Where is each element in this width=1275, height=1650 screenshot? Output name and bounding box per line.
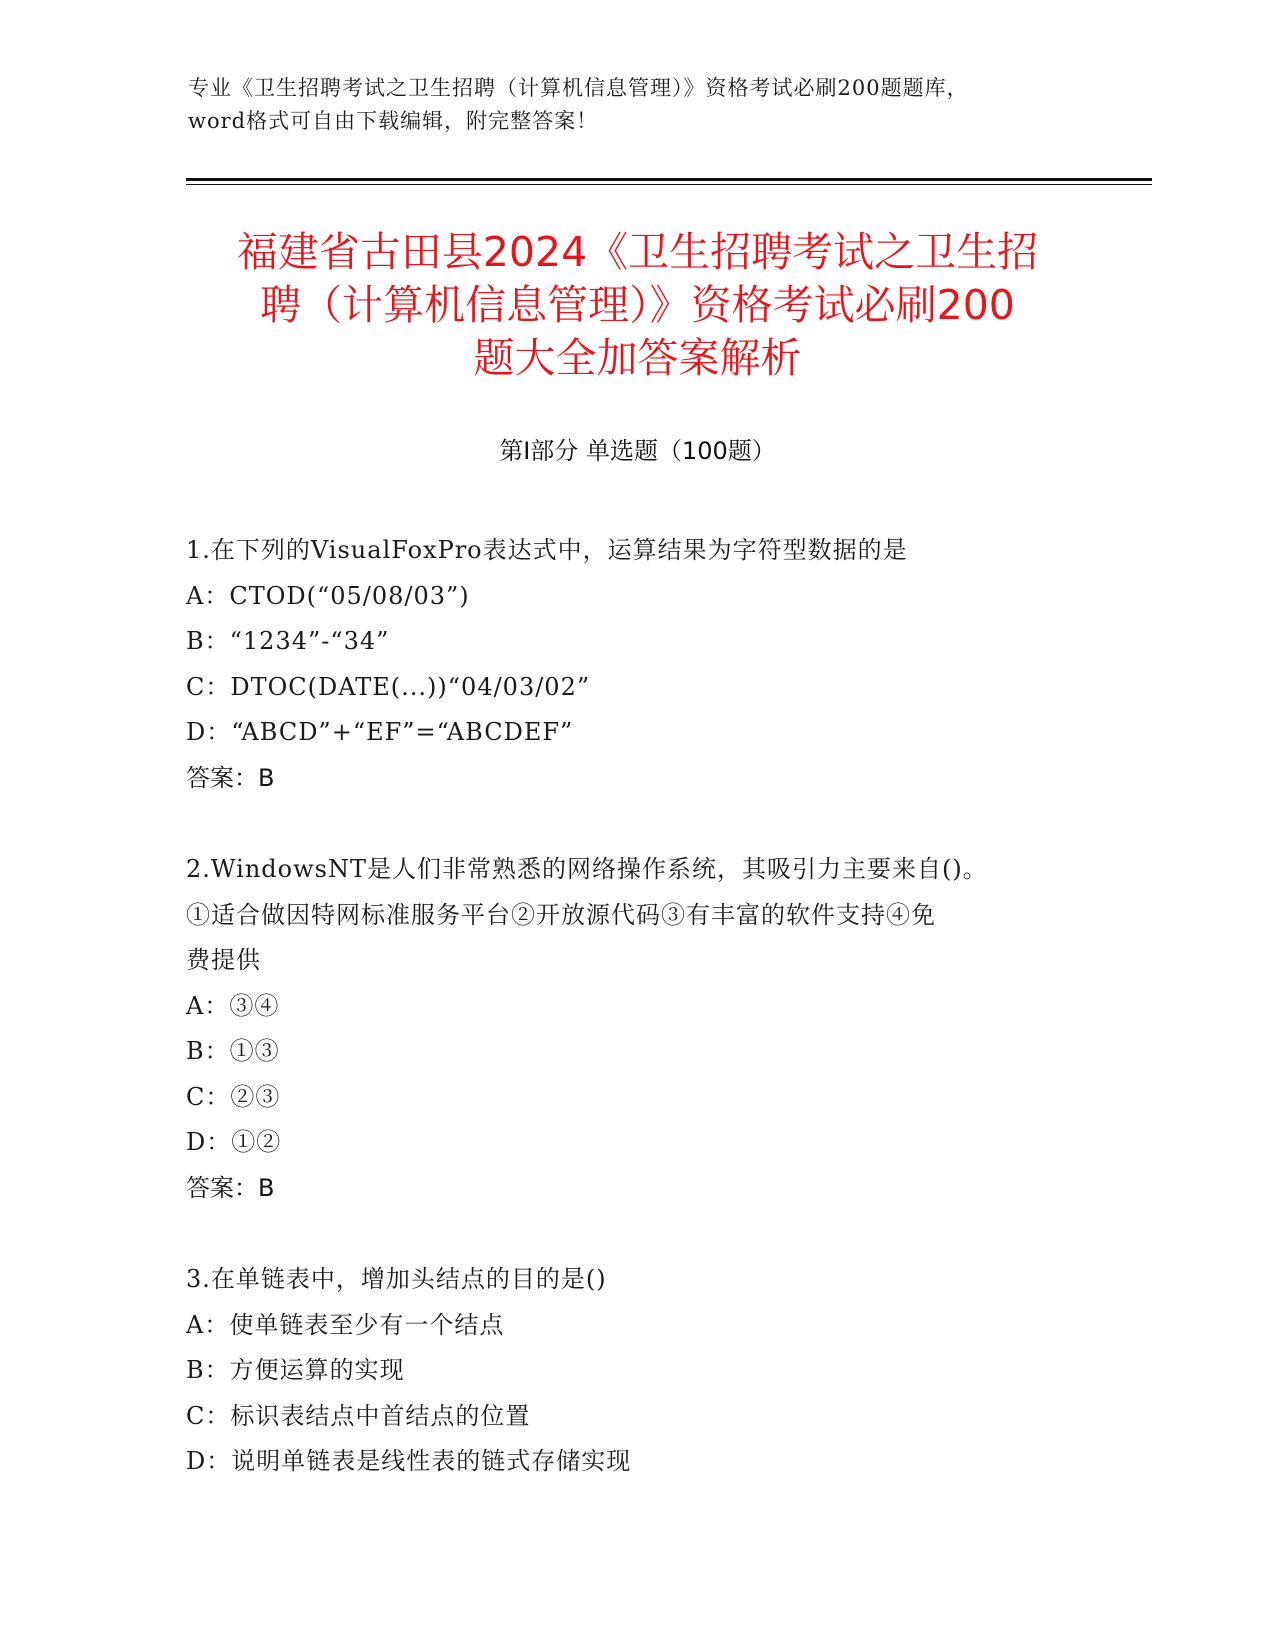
option-a: A：③④ [186, 991, 280, 1020]
option-c: C：②③ [186, 1082, 281, 1111]
header-divider-thick [186, 178, 1152, 181]
option-a: A：使单链表至少有一个结点 [186, 1310, 505, 1339]
header-note-line-1: 专业《卫生招聘考试之卫生招聘（计算机信息管理）》资格考试必刷200题题库， [188, 76, 969, 100]
option-c: C：DTOC(DATE(...))“04/03/02” [186, 672, 591, 701]
page-title-line-3: 题大全加答案解析 [473, 334, 802, 382]
option-a: A：CTOD(“05/08/03”) [186, 581, 470, 610]
question-stem: 2.WindowsNT是人们非常熟悉的网络操作系统，其吸引力主要来自()。 [186, 855, 988, 883]
option-b: B：“1234”-“34” [186, 627, 390, 655]
question-1 [186, 528, 1086, 801]
page-title-line-1: 福建省古田县2024《卫生招聘考试之卫生招 [236, 228, 1039, 276]
option-d: D：说明单链表是线性表的链式存储实现 [186, 1447, 632, 1475]
question-stem: 3.在单链表中，增加头结点的目的是() [186, 1265, 607, 1293]
page-title-line-2: 聘（计算机信息管理）》资格考试必刷200 [260, 281, 1015, 329]
option-d: D：①② [186, 1128, 282, 1156]
answer-label: 答案：B [186, 1173, 275, 1202]
question-2 [186, 847, 1086, 1211]
question-3 [186, 1257, 1086, 1485]
option-d: D：“ABCD”+“EF”=“ABCDEF” [186, 718, 574, 746]
header-note [188, 72, 1088, 138]
header-divider-thin [186, 184, 1152, 185]
answer-label: 答案：B [186, 763, 275, 792]
question-stem-continued: ①适合做因特网标准服务平台②开放源代码③有丰富的软件支持④免 [186, 900, 936, 929]
question-stem: 1.在下列的VisualFoxPro表达式中，运算结果为字符型数据的是 [186, 536, 908, 564]
option-c: C：标识表结点中首结点的位置 [186, 1401, 531, 1430]
question-list [186, 528, 1086, 1531]
option-b: B：①③ [186, 1037, 280, 1065]
header-note-line-2: word格式可自由下载编辑，附完整答案！ [188, 109, 599, 133]
question-stem-continued: 费提供 [186, 946, 261, 974]
page-title [180, 226, 1095, 385]
option-b: B：方便运算的实现 [186, 1356, 405, 1384]
section-heading: 第Ⅰ部分 单选题（100题） [499, 437, 776, 465]
